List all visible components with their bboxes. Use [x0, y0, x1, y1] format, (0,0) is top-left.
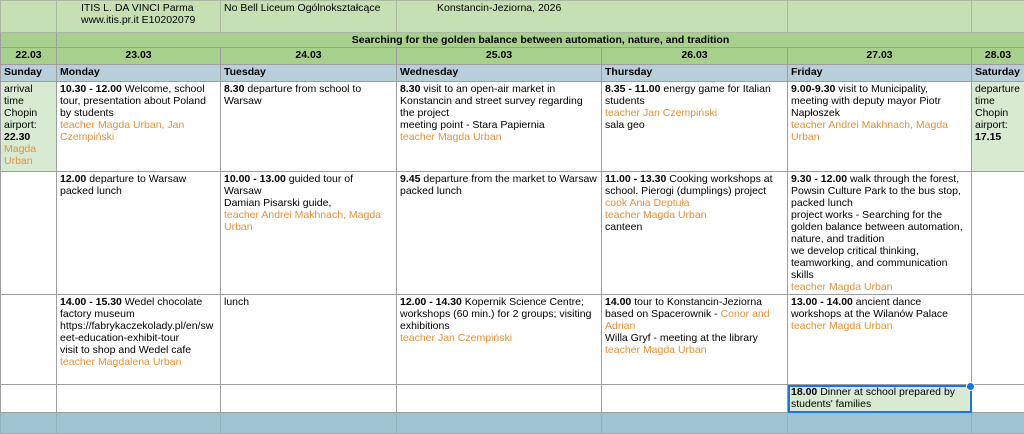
place-year: Konstancin-Jeziorna, 2026 — [437, 2, 561, 14]
footer-cell[interactable] — [57, 413, 221, 434]
thu-slot-4[interactable] — [602, 385, 788, 413]
event-time: 10.30 - 12.00 — [60, 83, 122, 95]
header-empty-cell-2[interactable] — [972, 1, 1024, 33]
event-time: 9.00-9.30 — [791, 83, 835, 95]
mon-slot-2[interactable] — [57, 172, 221, 295]
event-note: visit to shop and Wedel cafe — [60, 344, 217, 356]
mon-slot-1[interactable] — [57, 82, 221, 172]
date-cell[interactable]: 24.03 — [221, 48, 397, 65]
event-text: departure from the market to Warsaw — [420, 173, 596, 185]
day-cell[interactable]: Friday — [788, 65, 972, 82]
event-time: 14.00 - 15.30 — [60, 296, 122, 308]
departure-time: 17.15 — [975, 131, 1021, 143]
wed-slot-1[interactable] — [397, 82, 602, 172]
footer-cell[interactable] — [788, 413, 972, 434]
event-teacher: teacher Jan Czempiński — [400, 332, 598, 344]
event-cook: cook Ania Deptuła — [605, 197, 784, 209]
date-cell[interactable]: 27.03 — [788, 48, 972, 65]
event-text: Dinner at school prepared by students' families — [791, 386, 955, 410]
wed-slot-3[interactable] — [397, 295, 602, 385]
event-teacher: teacher Jan Czempiński — [605, 107, 784, 119]
day-cell[interactable]: Sunday — [1, 65, 57, 82]
event-time: 10.00 - 13.00 — [224, 173, 286, 185]
school1-web: www.itis.pr.it E10202079 — [81, 14, 217, 26]
event-guides: Conor and Adrian — [605, 308, 770, 332]
arrival-teacher: Magda — [4, 143, 53, 155]
event-text: tour to Konstancin-Jeziorna based on Spacerownik - — [605, 296, 762, 320]
event-note: sala geo — [605, 119, 784, 131]
day-cell[interactable]: Thursday — [602, 65, 788, 82]
event-text: Wedel chocolate factory museum — [60, 296, 202, 320]
arrival-label: arrival time — [4, 83, 53, 107]
event-teacher: teacher Magdalena Urban — [60, 356, 217, 368]
event-time: 8.35 - 11.00 — [605, 83, 660, 95]
arrival-label-2: Chopin — [4, 107, 53, 119]
sun-slot-4[interactable] — [1, 385, 57, 413]
school1-name: ITIS L. DA VINCI Parma — [81, 2, 217, 14]
event-time: 12.00 — [60, 173, 86, 185]
event-text: lunch — [224, 296, 249, 308]
event-note: Willa Gryf - meeting at the library — [605, 332, 784, 344]
fri-slot-2[interactable] — [788, 172, 972, 295]
departure-label: departure — [975, 83, 1021, 95]
school2-cell[interactable] — [221, 1, 397, 33]
fri-slot-3[interactable] — [788, 295, 972, 385]
event-text: Cooking workshops at school. Pierogi (dumplings) project — [605, 173, 773, 197]
day-cell[interactable]: Wednesday — [397, 65, 602, 82]
event-time: 12.00 - 14.30 — [400, 296, 462, 308]
date-cell[interactable]: 23.03 — [57, 48, 221, 65]
footer-cell[interactable] — [221, 413, 397, 434]
event-time: 11.00 - 13.30 — [605, 173, 666, 185]
event-time: 9.45 — [400, 173, 420, 185]
event-time: 8.30 — [224, 83, 244, 95]
event-note-2: we develop critical thinking, teamworking, and communication skills — [791, 245, 968, 281]
sun-slot-3[interactable] — [1, 295, 57, 385]
event-teacher: teacher Magda Urban — [791, 281, 968, 293]
event-time: 8.30 — [400, 83, 420, 95]
event-teacher: teacher Magda Urban — [605, 344, 784, 356]
tue-slot-3[interactable] — [221, 295, 397, 385]
event-note: canteen — [605, 221, 784, 233]
event-note: meeting point - Stara Papiernia — [400, 119, 598, 131]
sunday-arrival-cell[interactable] — [1, 82, 57, 172]
school2-name: No Bell Liceum Ogólnokształcące — [224, 2, 380, 14]
place-year-cell[interactable] — [397, 1, 788, 33]
event-text: departure from school to Warsaw — [224, 83, 361, 107]
wed-slot-2[interactable] — [397, 172, 602, 295]
event-text: visit to Municipality, meeting with deputy mayor Piotr Napłoszek — [791, 83, 941, 119]
arrival-teacher-2: Urban — [4, 155, 53, 167]
departure-label-3: Chopin — [975, 107, 1021, 119]
header-blank-cell[interactable] — [1, 1, 57, 33]
event-text: departure to Warsaw — [86, 173, 186, 185]
departure-label-4: airport: — [975, 119, 1021, 131]
school1-cell[interactable] — [57, 1, 221, 33]
event-note: packed lunch — [400, 185, 598, 197]
fri-slot-1[interactable] — [788, 82, 972, 172]
event-note: project works - Searching for the golden balance between automation, nature, and tradition — [791, 209, 968, 245]
fri-slot-4-selected[interactable] — [788, 385, 972, 413]
mon-slot-4[interactable] — [57, 385, 221, 413]
project-title: Searching for the golden balance between automation, nature, and tradition — [352, 34, 729, 46]
event-teacher: teacher Magda Urban, Jan Czempiński — [60, 119, 217, 143]
event-time: 18.00 — [791, 386, 817, 398]
footer-cell[interactable] — [397, 413, 602, 434]
event-teacher: teacher Magda Urban — [605, 209, 784, 221]
event-teacher: teacher Magda Urban — [400, 131, 598, 143]
sat-slot-3[interactable] — [972, 295, 1024, 385]
event-teacher: teacher Andrei Makhnach, Magda Urban — [791, 119, 968, 143]
event-text: walk through the forest, Powsin Culture Park to the bus stop, packed lunch — [791, 173, 961, 209]
event-text: energy game for Italian students — [605, 83, 771, 107]
banner-left-cell[interactable] — [1, 33, 57, 48]
arrival-time: 22.30 — [4, 131, 53, 143]
event-time: 14.00 — [605, 296, 631, 308]
event-text: ancient dance workshops at the Wilanów Palace — [791, 296, 948, 320]
event-text: Welcome, school tour, presentation about Poland by students — [60, 83, 206, 119]
event-text: visit to an open-air market in Konstancin and street survey regarding the project — [400, 83, 583, 119]
event-note: Damian Pisarski guide, — [224, 197, 393, 209]
sat-slot-2[interactable] — [972, 172, 1024, 295]
tue-slot-1[interactable] — [221, 82, 397, 172]
header-empty-cell[interactable] — [788, 1, 972, 33]
event-time: 13.00 - 14.00 — [791, 296, 853, 308]
arrival-label-3: airport: — [4, 119, 53, 131]
date-cell[interactable]: 26.03 — [602, 48, 788, 65]
thu-slot-2[interactable] — [602, 172, 788, 295]
day-cell[interactable]: Tuesday — [221, 65, 397, 82]
event-teacher: teacher Magda Urban — [791, 320, 968, 332]
saturday-departure-cell[interactable] — [972, 82, 1024, 172]
banner-cell[interactable] — [57, 33, 1024, 48]
event-teacher: teacher Andrei Makhnach, Magda Urban — [224, 209, 393, 233]
selection-handle[interactable] — [966, 382, 975, 391]
sun-slot-2[interactable] — [1, 172, 57, 295]
date-cell[interactable]: 28.03 — [972, 48, 1024, 65]
thu-slot-3[interactable] — [602, 295, 788, 385]
tue-slot-4[interactable] — [221, 385, 397, 413]
sat-slot-4[interactable] — [972, 385, 1024, 413]
tue-slot-2[interactable] — [221, 172, 397, 295]
date-cell[interactable]: 25.03 — [397, 48, 602, 65]
day-cell[interactable]: Saturday — [972, 65, 1024, 82]
day-cell[interactable]: Monday — [57, 65, 221, 82]
footer-cell[interactable] — [972, 413, 1024, 434]
thu-slot-1[interactable] — [602, 82, 788, 172]
date-cell[interactable]: 22.03 — [1, 48, 57, 65]
event-text: guided tour of Warsaw — [224, 173, 353, 197]
mon-slot-3[interactable] — [57, 295, 221, 385]
event-note: packed lunch — [60, 185, 217, 197]
footer-cell[interactable] — [602, 413, 788, 434]
departure-label-2: time — [975, 95, 1021, 107]
event-time: 9.30 - 12.00 — [791, 173, 847, 185]
event-text: Kopernik Science Centre; workshops (60 min.) for 2 groups; visiting exhibitions — [400, 296, 591, 332]
event-link[interactable]: https://fabrykaczekolady.pl/en/sweet-education-exhibit-tour — [60, 320, 217, 344]
wed-slot-4[interactable] — [397, 385, 602, 413]
footer-cell[interactable] — [1, 413, 57, 434]
